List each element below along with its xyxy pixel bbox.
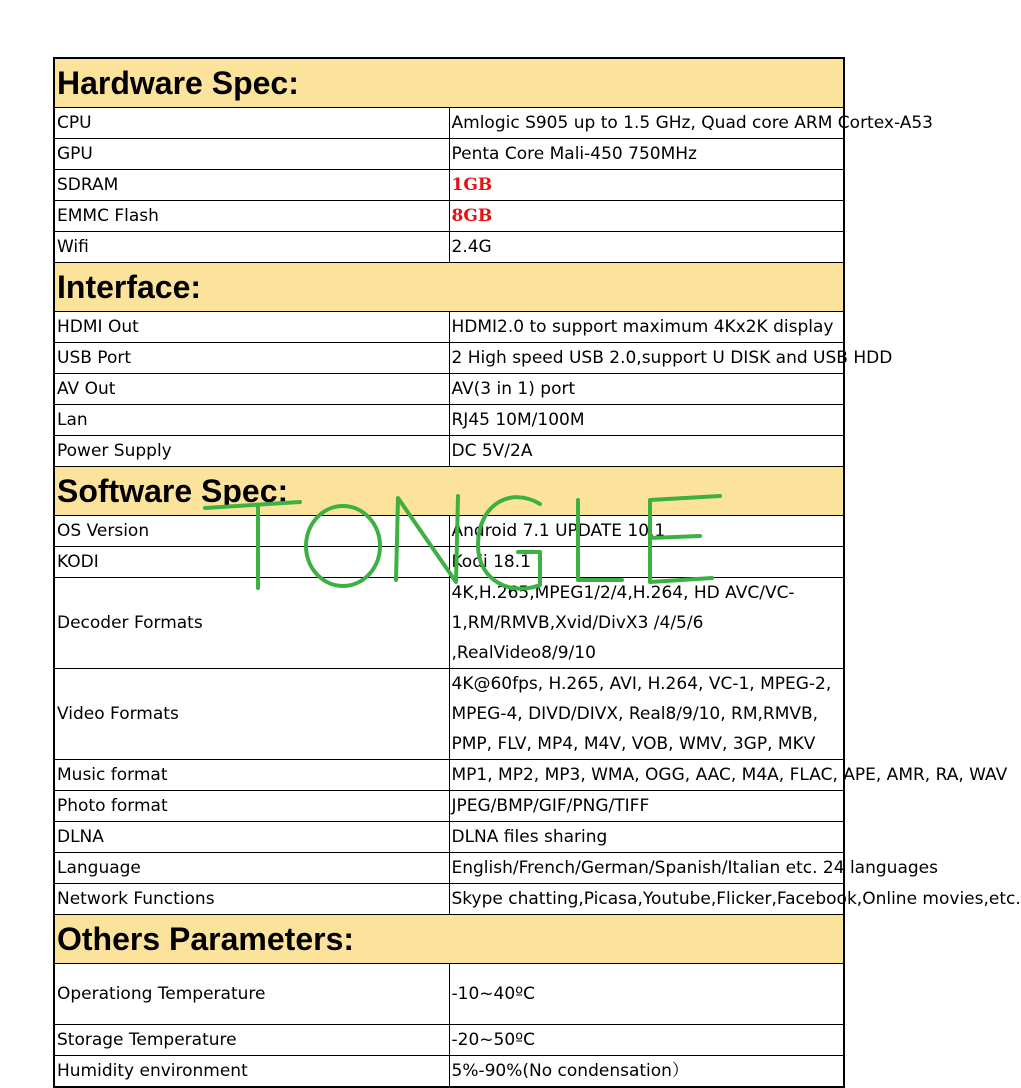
spec-row — [54, 822, 844, 853]
spec-row — [54, 436, 844, 467]
spec-label: CPU — [54, 108, 449, 139]
spec-label: Network Functions — [54, 884, 449, 915]
spec-label: Decoder Formats — [54, 578, 449, 669]
spec-row — [54, 1056, 844, 1088]
spec-row — [54, 232, 844, 263]
spec-value: Amlogic S905 up to 1.5 GHz, Quad core ARM Cortex-A53 — [449, 108, 844, 139]
spec-label: Humidity environment — [54, 1056, 449, 1088]
spec-row — [54, 791, 844, 822]
spec-row — [54, 1025, 844, 1056]
spec-value: -10~40ºC — [449, 964, 844, 1025]
spec-value: 2 High speed USB 2.0,support U DISK and USB HDD — [449, 343, 844, 374]
section-title: Interface: — [54, 263, 844, 312]
spec-value: DC 5V/2A — [449, 436, 844, 467]
section-header-hardware — [54, 58, 844, 108]
spec-label: Photo format — [54, 791, 449, 822]
spec-value: Skype chatting,Picasa,Youtube,Flicker,Facebook,Online movies,etc. — [449, 884, 844, 915]
spec-value: English/French/German/Spanish/Italian etc. 24 languages — [449, 853, 844, 884]
spec-label: Storage Temperature — [54, 1025, 449, 1056]
spec-value: 5%-90%(No condensation） — [449, 1056, 844, 1088]
section-header-interface — [54, 263, 844, 312]
spec-label: EMMC Flash — [54, 201, 449, 232]
spec-value: Penta Core Mali-450 750MHz — [449, 139, 844, 170]
spec-label: Language — [54, 853, 449, 884]
spec-value: JPEG/BMP/GIF/PNG/TIFF — [449, 791, 844, 822]
spec-value: Android 7.1 UPDATE 10.1 — [449, 516, 844, 547]
spec-label: Operationg Temperature — [54, 964, 449, 1025]
spec-label: Power Supply — [54, 436, 449, 467]
spec-label: Video Formats — [54, 669, 449, 760]
spec-row — [54, 374, 844, 405]
spec-label: HDMI Out — [54, 312, 449, 343]
section-header-others — [54, 915, 844, 964]
spec-value: 2.4G — [449, 232, 844, 263]
spec-value-highlight: 1GB — [449, 170, 844, 201]
spec-row — [54, 405, 844, 436]
section-title: Hardware Spec: — [54, 58, 844, 108]
spec-row — [54, 108, 844, 139]
spec-label: GPU — [54, 139, 449, 170]
section-title: Software Spec: — [54, 467, 844, 516]
spec-value: AV(3 in 1) port — [449, 374, 844, 405]
spec-value-highlight: 8GB — [449, 201, 844, 232]
spec-label: USB Port — [54, 343, 449, 374]
spec-value: HDMI2.0 to support maximum 4Kx2K display — [449, 312, 844, 343]
spec-label: KODI — [54, 547, 449, 578]
spec-row — [54, 884, 844, 915]
spec-row — [54, 964, 844, 1025]
spec-label: AV Out — [54, 374, 449, 405]
spec-value: DLNA files sharing — [449, 822, 844, 853]
spec-row — [54, 343, 844, 374]
spec-value: 4K@60fps, H.265, AVI, H.264, VC-1, MPEG-2, MPEG-4, DIVD/DIVX, Real8/9/10, RM,RMVB, PMP, FLV, MP4, M4V, VOB, WMV, 3GP, MKV — [449, 669, 844, 760]
spec-value: MP1, MP2, MP3, WMA, OGG, AAC, M4A, FLAC, APE, AMR, RA, WAV — [449, 760, 844, 791]
spec-label: Lan — [54, 405, 449, 436]
spec-row — [54, 516, 844, 547]
spec-row — [54, 669, 844, 760]
spec-table — [53, 57, 1021, 1088]
spec-value: -20~50ºC — [449, 1025, 844, 1056]
spec-row — [54, 139, 844, 170]
spec-row — [54, 760, 844, 791]
spec-label: SDRAM — [54, 170, 449, 201]
spec-row — [54, 853, 844, 884]
spec-label: Wifi — [54, 232, 449, 263]
spec-row — [54, 201, 844, 232]
spec-label: DLNA — [54, 822, 449, 853]
spec-row — [54, 170, 844, 201]
spec-row — [54, 312, 844, 343]
spec-row — [54, 547, 844, 578]
section-title: Others Parameters: — [54, 915, 844, 964]
spec-value: 4K,H.265,MPEG1/2/4,H.264, HD AVC/VC-1,RM/RMVB,Xvid/DivX3 /4/5/6 ,RealVideo8/9/10 — [449, 578, 844, 669]
spec-label: Music format — [54, 760, 449, 791]
spec-row — [54, 578, 844, 669]
spec-label: OS Version — [54, 516, 449, 547]
spec-value: Kodi 18.1 — [449, 547, 844, 578]
spec-value: RJ45 10M/100M — [449, 405, 844, 436]
section-header-software — [54, 467, 844, 516]
